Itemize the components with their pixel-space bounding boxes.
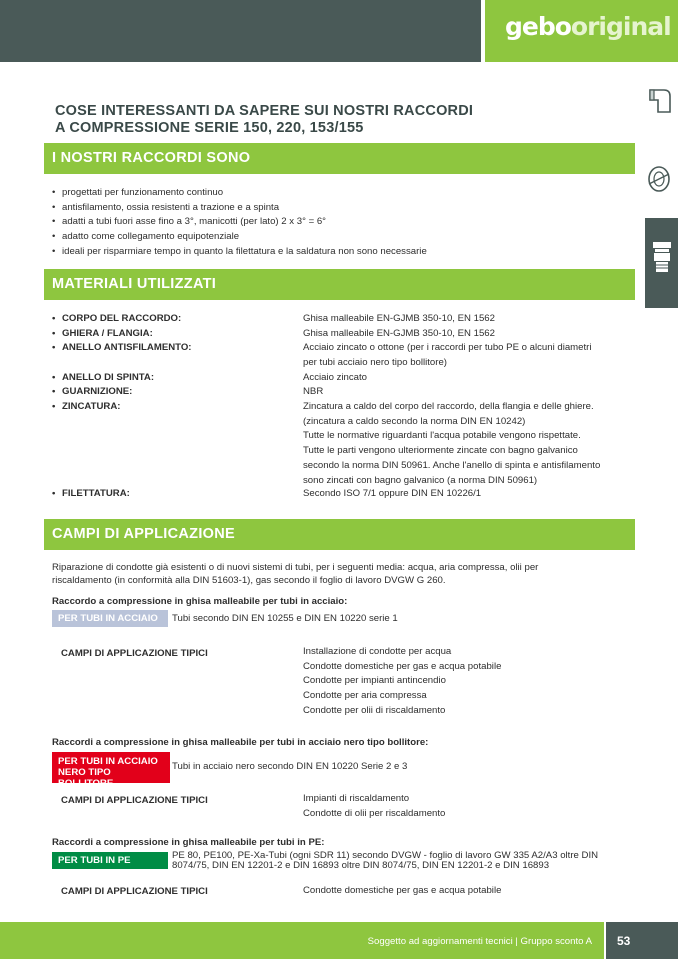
material-value-line: Acciaio zincato [303,372,367,383]
feature-item: • adatti a tubi fuori asse fino a 3°, manicotti (per lato) 2 x 3° = 6° [52,215,427,230]
material-value [303,385,633,400]
material-value [303,327,633,342]
material-value-line: Ghisa malleabile EN-GJMB 350-10, EN 1562 [303,328,495,339]
desc-line: Tubi in acciaio nero secondo DIN EN 10220 Serie 2 e 3 [172,761,408,772]
boiler-pipe-description [172,762,632,772]
material-key: • GHIERA / FLANGIA: [52,327,292,342]
material-value-line: Tutte le parti vengono ulteriormente zincate con bagno galvanico [303,445,578,457]
typical-applications-label: CAMPI DI APPLICAZIONE TIPICI [61,648,208,659]
page-title-line-2: A COMPRESSIONE SERIE 150, 220, 153/155 [55,120,364,136]
boiler-fittings-heading: Raccordi a compressione in ghisa malleabile per tubi in acciaio nero tipo bollitore: [52,737,429,748]
material-value [303,371,633,386]
section-header-raccordi: I NOSTRI RACCORDI SONO [44,143,635,174]
application-item: Installazione di condotte per acqua [303,646,452,657]
pe-pipe-tag [52,852,168,869]
application-item: Condotte domestiche per gas e acqua potabile [303,885,502,896]
steel-fittings-heading: Raccordo a compressione in ghisa malleabile per tubi in acciaio: [52,596,348,607]
typical-applications-label: CAMPI DI APPLICAZIONE TIPICI [61,886,208,897]
side-tab-active[interactable] [645,218,678,308]
material-value-line: Acciaio zincato o ottone (per i raccordi per tubo PE o alcuni diametri [303,342,592,353]
intro-line: riscaldamento (in conformità alla DIN 51603-1), gas secondo il foglio di lavoro DVGW G 260. [52,574,446,586]
material-value-line: Tutte le normative riguardanti l'acqua potabile vengono rispettate. [303,430,581,442]
material-value-line: (zincatura a caldo secondo la norma DIN EN 10242) [303,415,526,427]
application-item: Condotte per aria compressa [303,690,427,702]
material-key: • FILETTATURA: [52,487,292,502]
pe-applications-list [303,884,501,899]
tag-line: NERO TIPO BOLLITORE [58,767,114,789]
steel-applications-list [303,645,501,719]
page-title-line-1: COSE INTERESSANTI DA SAPERE SUI NOSTRI RACCORDI [55,103,474,119]
material-key: • ZINCATURA: [52,400,292,415]
desc-line: Tubi secondo DIN EN 10255 e DIN EN 10220 serie 1 [172,613,398,624]
application-item: Condotte domestiche per gas e acqua potabile [303,660,502,672]
compression-fitting-icon [650,240,674,274]
boiler-pipe-tag [52,752,170,789]
feature-item: • progettati per funzionamento continuo [52,186,427,201]
page-title [55,103,575,137]
typical-applications-label: CAMPI DI APPLICAZIONE TIPICI [61,795,208,806]
brand-logo [505,12,671,41]
intro-line: Riparazione di condotte già esistenti o di nuovi sistemi di tubi, per i seguenti media: acqua, aria compressa, olii per [52,562,539,573]
steel-pipe-description [172,614,632,624]
tag-line: PER TUBI IN ACCIAIO [58,756,158,767]
application-item: Condotte per olii di riscaldamento [303,704,446,716]
boiler-applications-list [303,792,445,821]
desc-line: 8074/75, DIN EN 12201-2 e DIN 16893 oltre DIN 8074/75, DIN EN 12201-2 e DIN 16893 [172,860,550,871]
page-footer [0,922,678,959]
material-value-line: Zincatura a caldo del corpo del raccordo, della flangia e delle ghiere. [303,401,594,412]
material-value [303,341,633,370]
material-key: • CORPO DEL RACCORDO: [52,312,292,327]
pe-pipe-description [172,851,632,871]
features-list [52,186,427,260]
material-value-line: NBR [303,386,324,397]
material-value-line: sono zincati con bagno galvanico (a norma DIN 50961) [303,474,538,486]
applications-intro [52,562,612,587]
feature-item: • antisfilamento, ossia resistenti a trazione e a spinta [52,201,427,216]
pe-fittings-heading: Raccordi a compressione in ghisa malleabile per tubi in PE: [52,837,325,848]
material-key: • ANELLO ANTISFILAMENTO: [52,341,292,356]
material-value-line: Secondo ISO 7/1 oppure DIN EN 10226/1 [303,488,482,499]
logo-bold: gebo [505,12,571,41]
elbow-fitting-icon [644,86,674,116]
tag-line: PER TUBI IN ACCIAIO [58,613,158,624]
steel-pipe-tag [52,610,168,627]
material-value [303,487,633,502]
application-item: Condotte per impianti antincendio [303,675,446,687]
logo-rest: original [570,12,671,41]
material-value [303,312,633,327]
feature-item: • ideali per risparmiare tempo in quanto la filettatura e la saldatura non sono necessarie [52,245,427,260]
page-number: 53 [617,934,631,948]
material-value-line: Ghisa malleabile EN-GJMB 350-10, EN 1562 [303,313,495,324]
material-key: • ANELLO DI SPINTA: [52,371,292,386]
application-item: Condotte di olii per riscaldamento [303,807,446,819]
section-header-materiali: MATERIALI UTILIZZATI [44,269,635,300]
material-value-line: per tubi acciaio nero tipo bollitore) [303,356,447,368]
section-header-applicazione: CAMPI DI APPLICAZIONE [44,519,635,550]
application-item: Impianti di riscaldamento [303,793,410,804]
tag-line: PER TUBI IN PE [58,855,131,866]
material-key: • GUARNIZIONE: [52,385,292,400]
material-value-line: secondo la norma DIN 50961. Anche l'anello di spinta e antisfilamento [303,459,601,471]
material-value [303,400,633,488]
coupling-ring-icon [644,164,674,194]
feature-item: • adatto come collegamento equipotenziale [52,230,427,245]
footer-note: Soggetto ad aggiornamenti tecnici | Gruppo sconto A [367,936,592,947]
desc-line: PE 80, PE100, PE-Xa-Tubi (ogni SDR 11) secondo DVGW - foglio di lavoro GW 335 A2/A3 oltre DIN [172,850,599,861]
